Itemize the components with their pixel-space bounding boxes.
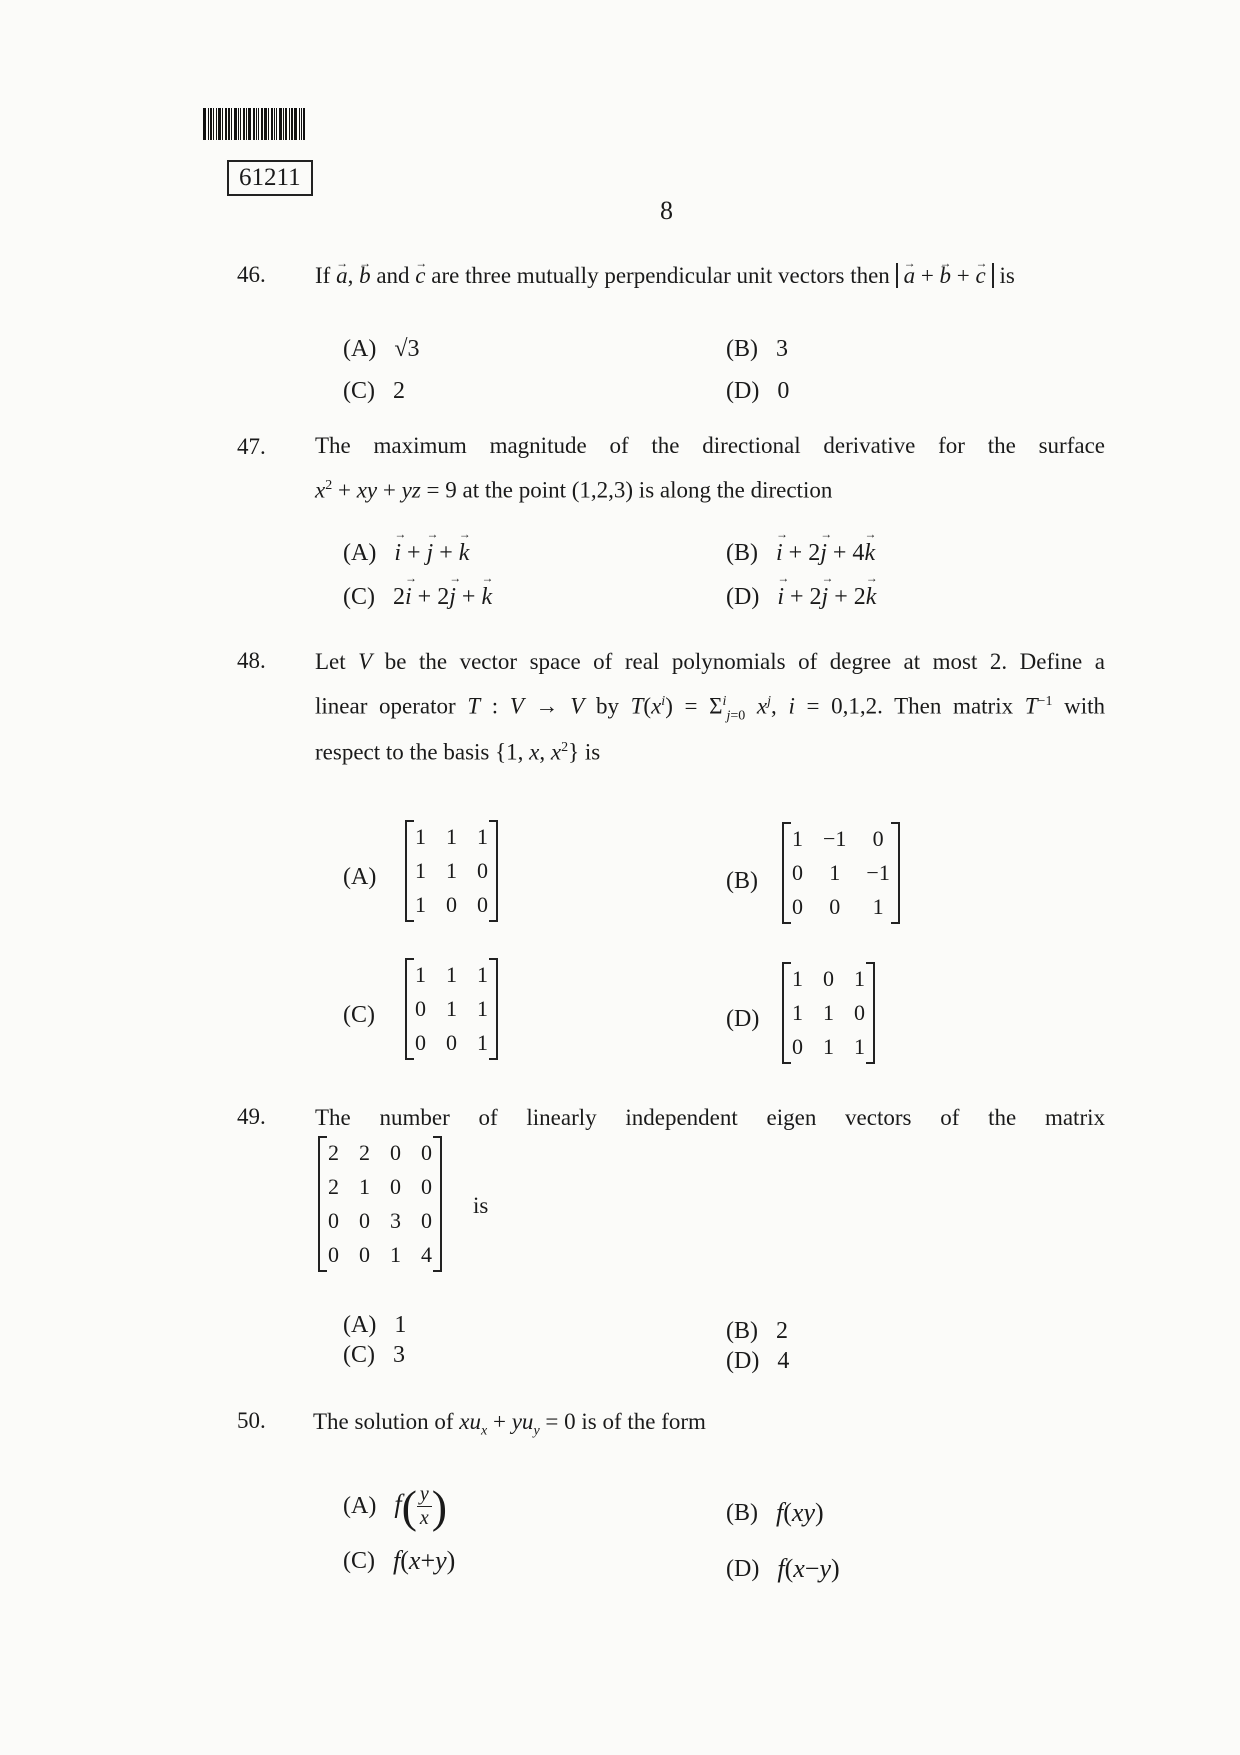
barcode-bar xyxy=(291,108,293,140)
question-text-line: The maximum magnitude of the directional derivative for the surface xyxy=(315,433,1105,458)
matrix-cell: 1 xyxy=(792,966,803,991)
matrix-cell: 1 xyxy=(823,1034,834,1059)
question-text-line: linear operator T : V → V by $T(x^i) = \Sigma^i_{j=0}$ $x^j$, i = 0,1,2. Then matrix $T^{-1}$ with xyxy=(315,693,1106,724)
matrix-cell: 1 xyxy=(415,858,426,883)
option-a[interactable]: (A) → i + → j + → k xyxy=(343,540,469,567)
question-text: If → a, → b and → c are three mutually perpendicular unit vectors then → a + → b + → c is xyxy=(315,258,1015,294)
matrix-cell: 0 xyxy=(446,892,457,917)
barcode-bar xyxy=(279,108,282,140)
matrix-cell: 1 xyxy=(446,858,457,883)
option-c-label[interactable]: (C) xyxy=(343,1002,375,1028)
matrix-row xyxy=(405,820,498,854)
barcode-bar xyxy=(248,108,251,140)
matrix-row xyxy=(405,1026,498,1060)
barcode-bar xyxy=(274,108,275,140)
matrix-row xyxy=(405,888,498,922)
matrix-cell: 1 xyxy=(854,966,865,991)
matrix-cell: 0 xyxy=(390,1174,401,1199)
matrix-cell: 0 xyxy=(415,1030,426,1055)
matrix-cell: 0 xyxy=(854,1000,865,1025)
barcode-bar xyxy=(303,108,305,140)
barcode xyxy=(203,108,365,140)
barcode-bar xyxy=(243,108,245,140)
barcode-bar xyxy=(283,108,284,140)
matrix-row xyxy=(782,822,900,856)
matrix-cell: 0 xyxy=(829,894,841,919)
matrix-cell: 2 xyxy=(359,1140,370,1165)
matrix-option-c[interactable] xyxy=(405,958,498,1060)
matrix-row xyxy=(318,1238,442,1272)
option-a[interactable]: (A) 1 xyxy=(343,1312,407,1338)
matrix-option-d[interactable] xyxy=(782,962,875,1064)
barcode-bar xyxy=(264,108,267,140)
barcode-bar xyxy=(276,108,277,140)
matrix-cell: 0 xyxy=(421,1140,432,1165)
matrix-cell: 4 xyxy=(421,1242,432,1267)
matrix-cell: 0 xyxy=(421,1174,432,1199)
matrix-cell: 0 xyxy=(792,894,803,919)
barcode-bar xyxy=(203,108,206,140)
barcode-bar xyxy=(210,108,212,140)
matrix-cell: 1 xyxy=(792,826,803,851)
matrix-cell: 1 xyxy=(446,962,457,987)
option-d-label[interactable]: (D) xyxy=(726,1006,760,1032)
barcode-bar xyxy=(246,108,247,140)
option-d[interactable]: (D) 0 xyxy=(726,378,790,404)
option-b-label[interactable]: (B) xyxy=(726,868,758,894)
matrix-cell: 1 xyxy=(390,1242,401,1267)
barcode-bar xyxy=(234,108,237,140)
matrix-row xyxy=(318,1136,442,1170)
barcode-bar xyxy=(294,108,297,140)
matrix-cell: 2 xyxy=(328,1140,339,1165)
question-text-line: respect to the basis {1, x, $x^2$} is xyxy=(315,739,601,765)
matrix-cell: 0 xyxy=(328,1242,339,1267)
matrix-cell: 0 xyxy=(421,1208,432,1233)
matrix-cell: 0 xyxy=(477,892,488,917)
matrix-cell: 0 xyxy=(390,1140,401,1165)
question-text: The number of linearly independent eigen vectors of the matrix xyxy=(315,1105,1105,1130)
barcode-bar xyxy=(228,108,230,140)
matrix-cell: 2 xyxy=(328,1174,339,1199)
option-a-label[interactable]: (A) xyxy=(343,864,377,890)
matrix-cell: 1 xyxy=(446,824,457,849)
matrix-cell: 1 xyxy=(829,860,841,885)
option-b[interactable]: (B) 2 xyxy=(726,1318,788,1344)
matrix-option-a[interactable] xyxy=(405,820,498,922)
matrix-cell: 1 xyxy=(477,962,488,987)
matrix-cell: 1 xyxy=(477,996,488,1021)
matrix-cell: 1 xyxy=(854,1034,865,1059)
barcode-bar xyxy=(301,108,302,140)
matrix-row xyxy=(782,1030,875,1064)
question-suffix: is xyxy=(473,1193,489,1218)
barcode-bar xyxy=(271,108,273,140)
matrix-row xyxy=(782,890,900,924)
matrix-row xyxy=(318,1170,442,1204)
barcode-bar xyxy=(213,108,214,140)
question-number: 47. xyxy=(237,434,266,459)
barcode-bar xyxy=(261,108,263,140)
matrix-cell: −1 xyxy=(823,826,847,851)
matrix-option-b[interactable] xyxy=(782,822,900,924)
matrix-cell: 0 xyxy=(359,1242,370,1267)
matrix-row xyxy=(405,992,498,1026)
matrix-cell: 1 xyxy=(359,1174,370,1199)
matrix-row xyxy=(405,854,498,888)
matrix-cell: 1 xyxy=(872,894,884,919)
matrix-cell: 1 xyxy=(446,996,457,1021)
matrix-row xyxy=(782,856,900,890)
barcode-bar xyxy=(231,108,232,140)
option-a[interactable]: (A) √3 xyxy=(343,336,420,362)
matrix-cell: −1 xyxy=(866,860,890,885)
matrix-cell: 0 xyxy=(359,1208,370,1233)
matrix-cell: 1 xyxy=(415,824,426,849)
matrix-cell: 0 xyxy=(792,1034,803,1059)
option-c[interactable]: (C) 2→ i + 2→ j + → k xyxy=(343,584,492,611)
matrix-row xyxy=(318,1204,442,1238)
matrix-row xyxy=(782,962,875,996)
option-b[interactable]: (B) → i + 2→ j + 4→ k xyxy=(726,540,875,567)
barcode-bar xyxy=(253,108,255,140)
option-d[interactable]: (D) → i + 2→ j + 2→ k xyxy=(726,584,876,611)
option-c[interactable]: (C) 2 xyxy=(343,378,405,404)
matrix-cell: 0 xyxy=(446,1030,457,1055)
booklet-code: 61211 xyxy=(227,160,313,196)
question-text-line: $x^2$ + xy + yz = 9 at the point (1,2,3) is along the direction xyxy=(315,477,833,503)
barcode-bar xyxy=(285,108,287,140)
option-d[interactable]: (D) 4 xyxy=(726,1348,790,1374)
barcode-bar xyxy=(225,108,227,140)
option-b[interactable]: (B) 3 xyxy=(726,336,788,362)
matrix-cell: 0 xyxy=(328,1208,339,1233)
matrix-cell: 0 xyxy=(792,860,803,885)
matrix-cell: 0 xyxy=(872,826,884,851)
barcode-bar xyxy=(238,108,239,140)
option-d[interactable]: (D) f(x−y) xyxy=(726,1554,840,1583)
matrix-row xyxy=(405,958,498,992)
barcode-bar xyxy=(222,108,223,140)
matrix-cell: 0 xyxy=(823,966,834,991)
question-number: 46. xyxy=(237,262,266,287)
option-c[interactable]: (C) f(x+y) xyxy=(343,1546,456,1575)
matrix-row xyxy=(782,996,875,1030)
question-text-line: Let V be the vector space of real polynomials of degree at most 2. Define a xyxy=(315,649,1105,674)
barcode-bar xyxy=(289,108,290,140)
barcode-bar xyxy=(258,108,259,140)
matrix-cell: 0 xyxy=(415,996,426,1021)
matrix-cell: 0 xyxy=(477,858,488,883)
matrix-cell: 1 xyxy=(792,1000,803,1025)
matrix-q49 xyxy=(318,1136,442,1272)
question-number: 48. xyxy=(237,648,266,673)
question-number: 50. xyxy=(237,1408,266,1433)
barcode-bar xyxy=(256,108,257,140)
barcode-bar xyxy=(218,108,221,140)
barcode-bar xyxy=(208,108,209,140)
barcode-bar xyxy=(216,108,217,140)
option-c[interactable]: (C) 3 xyxy=(343,1342,405,1368)
barcode-bar xyxy=(299,108,300,140)
barcode-bar xyxy=(268,108,269,140)
option-b[interactable]: (B) f(xy) xyxy=(726,1498,824,1527)
page-number: 8 xyxy=(660,196,673,225)
matrix-cell: 1 xyxy=(823,1000,834,1025)
matrix-cell: 3 xyxy=(390,1208,401,1233)
question-number: 49. xyxy=(237,1104,266,1129)
matrix-cell: 1 xyxy=(477,824,488,849)
matrix-cell: 1 xyxy=(477,1030,488,1055)
matrix-cell: 1 xyxy=(415,892,426,917)
barcode-bar xyxy=(240,108,241,140)
option-a[interactable]: (A) f( $\frac{y}{x}$ ) xyxy=(343,1481,448,1532)
matrix-cell: 1 xyxy=(415,962,426,987)
question-text: The solution of $xu_x + yu_y = 0$ is of the form xyxy=(313,1409,706,1439)
